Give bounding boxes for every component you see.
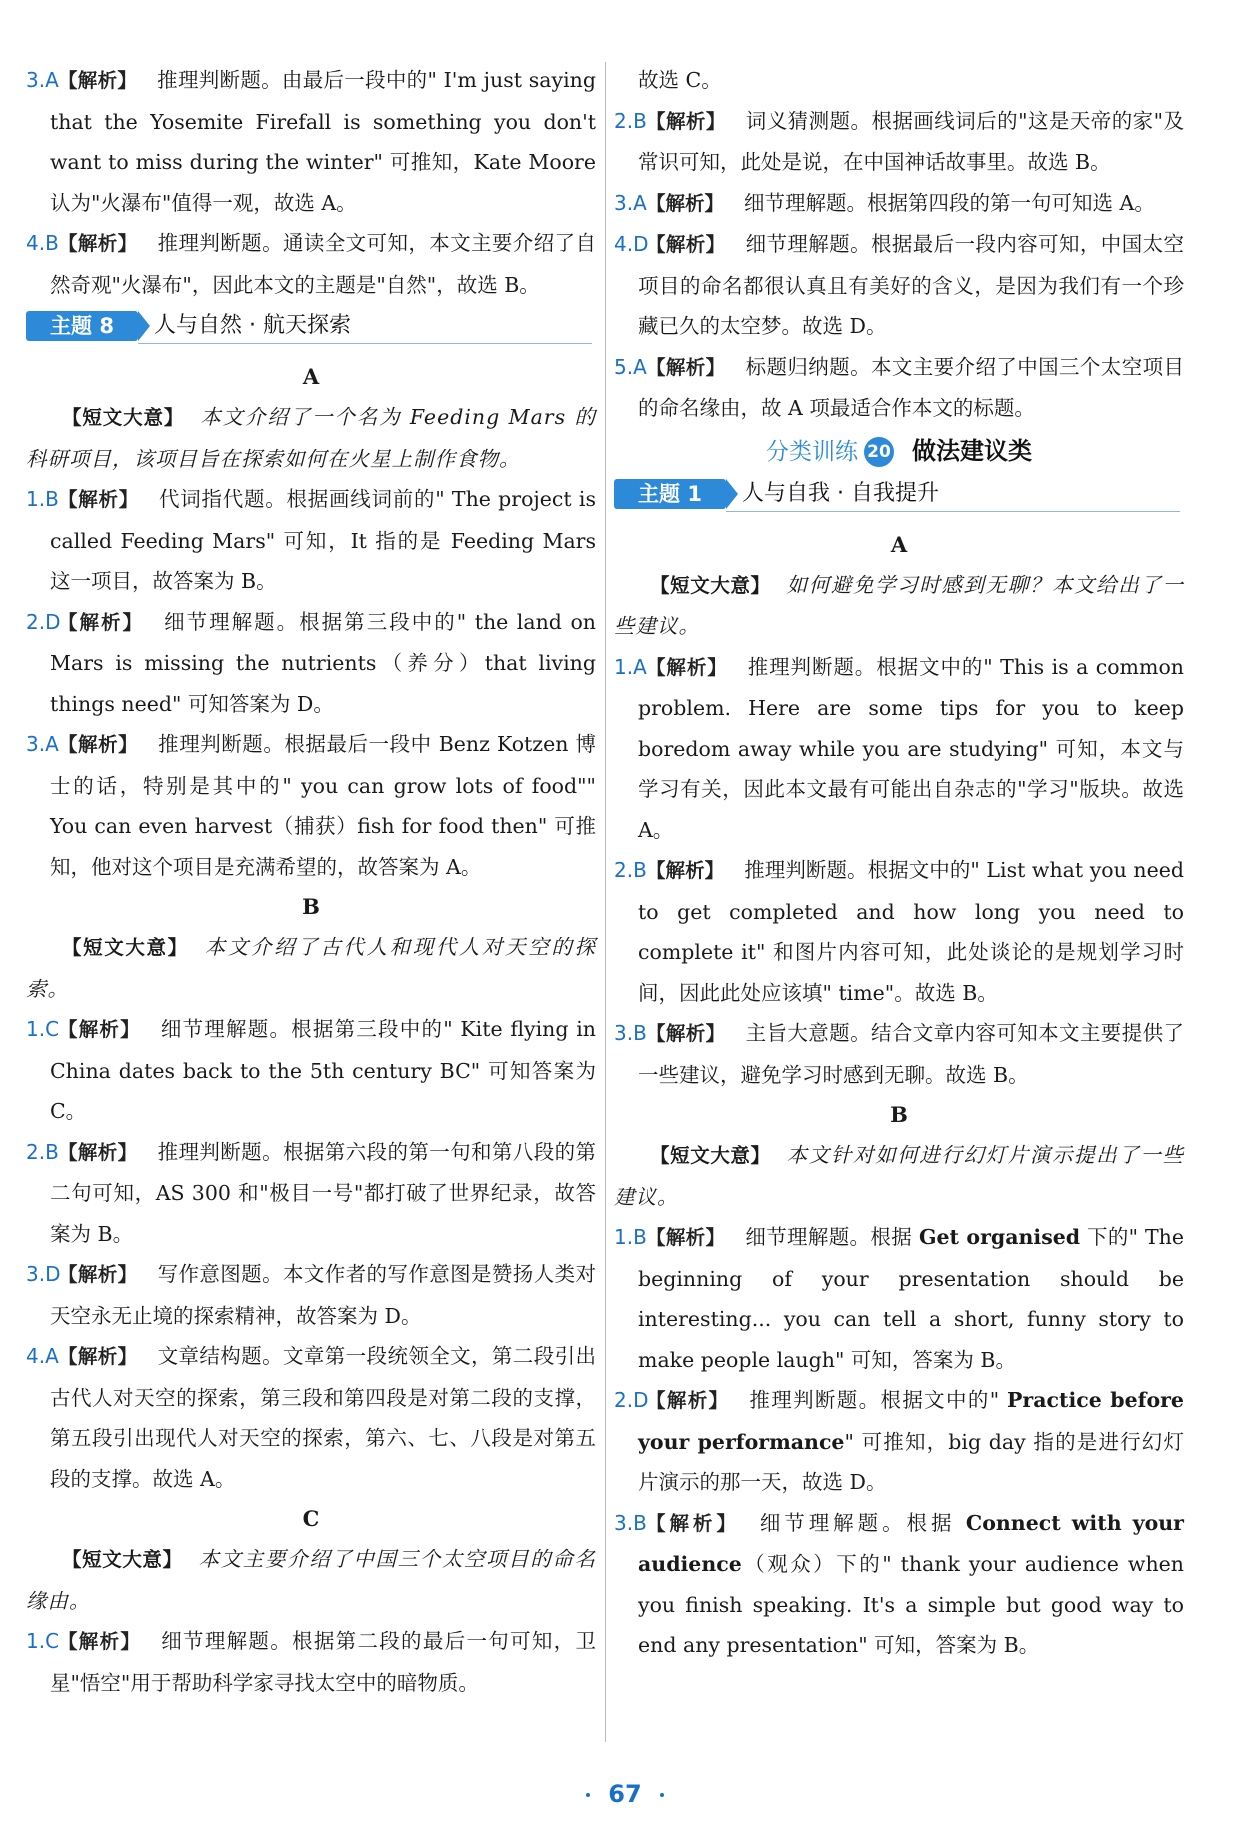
answer-entry (26, 479, 596, 602)
theme-label: 主题 1 (614, 479, 726, 509)
answer-entry (614, 647, 1184, 851)
analysis-text: 细节理解题。根据 Get organised 下的" The beginning of your presentation should be interesting... you can tell a short, funny story to make people laugh" 可知，答案为 B。 (638, 1225, 1184, 1372)
answer-entry (614, 1503, 1184, 1666)
passage-label: A (302, 364, 320, 389)
question-number: 1.C (26, 1017, 60, 1041)
answer-entry (614, 101, 1184, 183)
analysis-text: 词义猜测题。根据画线词后的"这是天帝的家"及常识可知，此处是说，在中国神话故事里。故选 B。 (638, 108, 1184, 174)
analysis-text: 推理判断题。根据第六段的第一句和第八段的第二句可知，AS 300 和"极目一号"都打破了世界纪录，故答案为 B。 (50, 1139, 596, 1246)
analysis-tag: 【解析】 (58, 1018, 141, 1041)
answer-entry (614, 347, 1184, 429)
analysis-text: 细节理解题。根据 Connect with your audience（观众）下的" thank your audience when you finish speaking. It's a simple but good way to end any presentation" 可知，答案为 B。 (638, 1510, 1184, 1657)
analysis-text: 推理判断题。根据文中的" This is a common problem. Here are some tips for you to keep boredom away while you are studying" 可知，本文与学习有关，因此本文最有可能出自杂志的"学习"版块。故选 A。 (638, 654, 1184, 842)
question-number: 3.A (614, 190, 647, 215)
right-column (614, 60, 1184, 1666)
answer-entry (26, 602, 596, 725)
analysis-text: 推理判断题。由最后一段中的" I'm just saying that the Yosemite Firefall is something you don't want to miss during the winter" 可推知，Kate Moore 认为"火瀑布"值得一观，故选 A。 (50, 68, 596, 215)
analysis-text: 细节理解题。根据最后一段内容可知，中国太空项目的命名都很认真且有美好的含义，是因为我们有一个珍藏已久的太空梦。故选 D。 (638, 232, 1184, 338)
question-number: 4.A (26, 1344, 59, 1368)
answer-entry (614, 224, 1184, 347)
continued-text: 故选 C。 (638, 68, 722, 92)
analysis-tag: 【解析】 (646, 109, 726, 133)
question-number: 2.D (26, 609, 61, 634)
analysis-tag: 【解析】 (646, 655, 728, 679)
passage-label: A (890, 531, 908, 557)
analysis-text: 细节理解题。根据第四段的第一句可知选 A。 (744, 190, 1155, 215)
question-number: 2.B (614, 858, 647, 882)
analysis-text: 细节理解题。根据第三段中的" Kite flying in China dates back to the 5th century BC" 可知答案为 C。 (50, 1017, 596, 1123)
passage-summary: 【短文大意】 本文介绍了古代人和现代人对天空的探索。 (26, 935, 596, 1001)
theme-heading (614, 479, 1184, 513)
theme-underline (138, 343, 592, 344)
analysis-tag: 【解析】 (58, 488, 139, 511)
answer-entry (614, 850, 1184, 1013)
category-heading (614, 429, 1184, 473)
analysis-tag: 【解析】 (58, 1630, 142, 1653)
question-number: 2.B (26, 1139, 59, 1164)
answer-entry (614, 1217, 1184, 1380)
question-number: 3.D (26, 1262, 61, 1286)
question-number: 1.A (614, 654, 647, 679)
analysis-tag: 【解析】 (646, 859, 725, 882)
page-number: 67 (0, 1780, 1250, 1808)
analysis-tag: 【解析】 (58, 610, 145, 634)
analysis-tag: 【解析】 (58, 1263, 138, 1286)
theme-label: 主题 8 (26, 311, 138, 341)
analysis-tag: 【解析】 (58, 733, 139, 756)
theme-title: 人与自然 · 航天探索 (154, 313, 351, 338)
answer-entry (26, 1621, 596, 1703)
question-number: 3.A (26, 732, 59, 756)
question-number: 1.C (26, 1629, 60, 1653)
analysis-text: 标题归纳题。本文主要介绍了中国三个太空项目的命名缘由，故 A 项最适合作本文的标题。 (638, 354, 1184, 420)
theme-underline (726, 511, 1180, 512)
analysis-tag: 【解析】 (646, 1389, 730, 1412)
analysis-tag: 【解析】 (646, 233, 726, 256)
answer-entry (26, 1336, 596, 1499)
passage-label: B (302, 894, 320, 919)
question-number: 3.B (614, 1021, 647, 1045)
question-number: 1.B (26, 487, 59, 511)
analysis-text: 细节理解题。根据第二段的最后一句可知，卫星"悟空"用于帮助科学家寻找太空中的暗物质。 (50, 1629, 596, 1695)
question-number: 2.D (614, 1388, 649, 1412)
analysis-text: 代词指代题。根据画线词前的" The project is called Feeding Mars" 可知，It 指的是 Feeding Mars 这一项目，故答案为 B。 (50, 487, 596, 593)
question-number: 3.B (614, 1510, 647, 1535)
analysis-tag: 【解析】 (646, 355, 726, 379)
category-label: 分类训练 (766, 438, 858, 465)
passage-summary: 【短文大意】 本文主要介绍了中国三个太空项目的命名缘由。 (26, 1547, 596, 1613)
left-column (26, 60, 596, 1703)
question-number: 4.B (26, 231, 59, 255)
question-number: 4.D (614, 232, 649, 256)
answer-entry (614, 1013, 1184, 1095)
analysis-tag: 【解析】 (646, 1511, 740, 1535)
analysis-tag: 【解析】 (58, 232, 138, 255)
theme-heading (26, 311, 596, 345)
answer-entry (26, 223, 596, 305)
answer-entry (614, 183, 1184, 225)
passage-summary: 【短文大意】 本文针对如何进行幻灯片演示提出了一些建议。 (614, 1143, 1184, 1209)
analysis-text: 推理判断题。根据最后一段中 Benz Kotzen 博士的话，特别是其中的" you can grow lots of food"" You can even harvest（捕获）fish for food then" 可推知，他对这个项目是充满希望的，故答案为 A。 (50, 732, 596, 879)
analysis-text: 主旨大意题。结合文章内容可知本文主要提供了一些建议，避免学习时感到无聊。故选 B。 (638, 1021, 1184, 1087)
answer-entry (26, 1254, 596, 1336)
question-number: 3.A (26, 68, 59, 92)
analysis-tag: 【解析】 (646, 191, 725, 215)
analysis-tag: 【解析】 (58, 69, 138, 92)
passage-summary: 【短文大意】 本文介绍了一个名为 Feeding Mars 的科研项目，该项目旨在探索如何在火星上制作食物。 (26, 405, 596, 471)
answer-entry (26, 1009, 596, 1132)
analysis-tag: 【解析】 (58, 1140, 138, 1164)
analysis-text: 推理判断题。根据文中的" Practice before your performance" 可推知，big day 指的是进行幻灯片演示的那一天，故选 D。 (638, 1388, 1184, 1494)
analysis-text: 推理判断题。根据文中的" List what you need to get completed and how long you need to complete it" 和图片内容可知，此处谈论的是规划学习时间，因此此处应该填" time"。故选 B。 (638, 858, 1184, 1005)
analysis-text: 写作意图题。本文作者的写作意图是赞扬人类对天空永无止境的探索精神，故答案为 D。 (50, 1262, 596, 1328)
analysis-tag: 【解析】 (58, 1345, 138, 1368)
category-title: 做法建议类 (912, 436, 1032, 465)
analysis-tag: 【解析】 (646, 1226, 726, 1249)
analysis-text: 文章结构题。文章第一段统领全文，第二段引出古代人对天空的探索，第三段和第四段是对第二段的支撑，第五段引出现代人对天空的探索，第六、七、八段是对第五段的支撑。故选 A。 (50, 1344, 596, 1491)
question-number: 5.A (614, 354, 647, 379)
answer-entry (26, 60, 596, 223)
answer-entry (614, 1380, 1184, 1503)
answer-entry (26, 724, 596, 887)
passage-label: C (302, 1506, 320, 1531)
analysis-text: 细节理解题。根据第三段中的" the land on Mars is missing the nutrients（养分）that living things need" 可知答案为 D。 (50, 609, 596, 716)
question-number: 1.B (614, 1225, 647, 1249)
answer-entry (26, 1132, 596, 1255)
analysis-text: 推理判断题。通读全文可知，本文主要介绍了自然奇观"火瀑布"，因此本文的主题是"自然"，故选 B。 (50, 231, 596, 297)
passage-label: B (890, 1102, 908, 1127)
question-number: 2.B (614, 108, 647, 133)
passage-summary: 【短文大意】 如何避免学习时感到无聊？本文给出了一些建议。 (614, 572, 1184, 638)
category-number-badge: 20 (864, 437, 894, 467)
analysis-tag: 【解析】 (646, 1022, 726, 1045)
theme-title: 人与自我 · 自我提升 (742, 480, 939, 506)
column-divider (605, 62, 606, 1742)
